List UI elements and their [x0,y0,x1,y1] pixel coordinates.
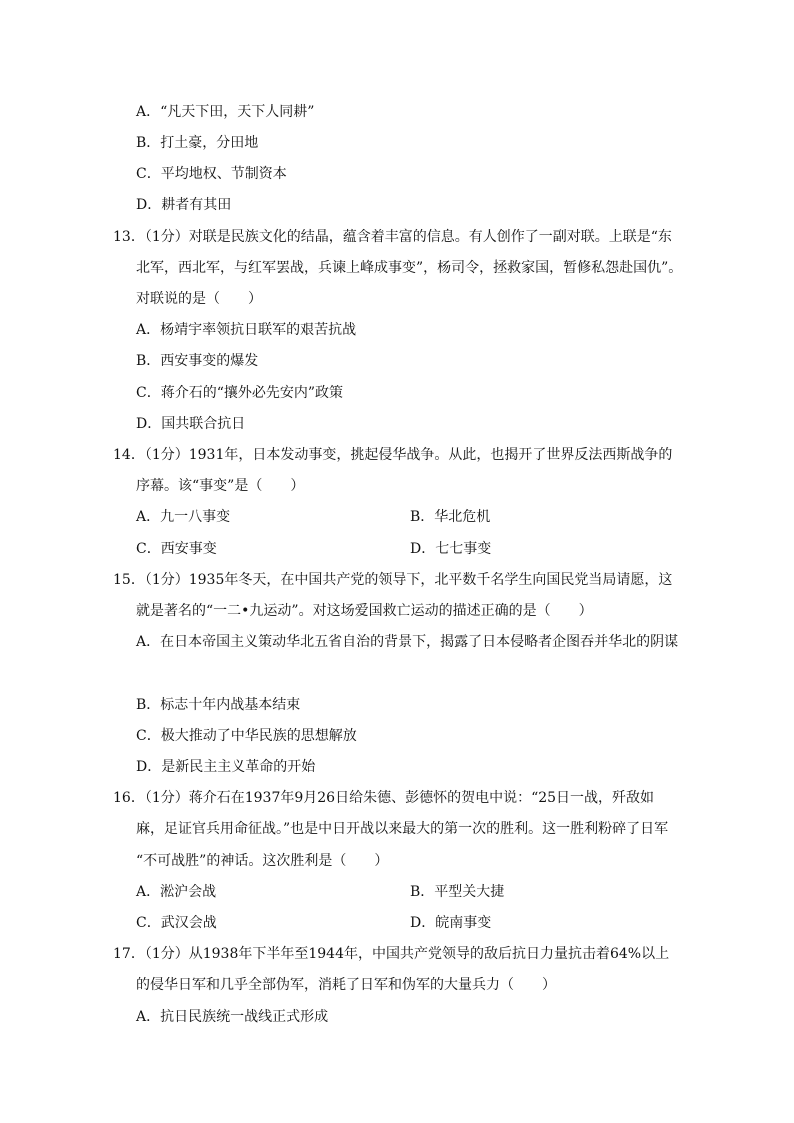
q14-option-b: B．华北危机 [410,509,491,525]
q14-option-c: C．西安事变 [136,541,217,557]
q14-option-d: D．七七事变 [410,541,492,557]
q12-option-d: D．耕者有其田 [136,197,232,213]
q16-option-c: C．武汉会战 [136,915,217,931]
q17-stem-line2: 的侵华日军和几乎全部伪军，消耗了日军和伪军的大量兵力（ ） [136,977,556,993]
q15-stem-line1: 15．（1分）1935年冬天，在中国共产党的领导下，北平数千名学生向国民党当局请愿，这 [113,572,673,588]
q12-option-b: B．打土豪，分田地 [136,135,259,151]
q15-stem-line2: 就是著名的“一二•九运动”。对这场爱国救亡运动的描述正确的是（ ） [136,603,593,619]
q13-option-d: D．国共联合抗日 [136,416,246,432]
q14-stem-line2: 序幕。该“事变”是（ ） [136,478,305,494]
q16-option-d: D．皖南事变 [410,915,492,931]
q13-option-a: A．杨靖宇率领抗日联军的艰苦抗战 [136,322,357,338]
q16-stem-line1: 16．（1分）蒋介石在1937年9月26日给朱德、彭德怀的贺电中说：“25日一战，歼敌如 [113,790,655,806]
q14-stem-line1: 14．（1分）1931年，日本发动事变，挑起侵华战争。从此，也揭开了世界反法西斯战争的 [113,447,673,463]
q13-option-b: B．西安事变的爆发 [136,353,259,369]
q12-option-a: A．“凡天下田，天下人同耕” [136,104,315,120]
q17-stem-line1: 17．（1分）从1938年下半年至1944年，中国共产党领导的敌后抗日力量抗击着64%以上 [113,946,670,962]
q14-option-a: A．九一八事变 [136,509,231,525]
q13-stem-line1: 13．（1分）对联是民族文化的结晶，蕴含着丰富的信息。有人创作了一副对联。上联是“东 [113,229,672,245]
q13-option-c: C．蒋介石的“攘外必先安内”政策 [136,385,344,401]
q16-option-b: B．平型关大捷 [410,884,505,900]
q15-option-b: B．标志十年内战基本结束 [136,697,301,713]
q12-option-c: C．平均地权、节制资本 [136,166,287,182]
q13-stem-line2: 北军，西北军，与红军罢战，兵谏上峰成事变”，杨司令，拯救家国，暂修私怨赴国仇”。 [136,260,683,276]
q15-option-a: A．在日本帝国主义策动华北五省自治的背景下，揭露了日本侵略者企图吞并华北的阴谋 [136,634,679,650]
q16-stem-line3: “不可战胜”的神话。这次胜利是（ ） [136,853,389,869]
q13-stem-line3: 对联说的是（ ） [136,291,262,307]
q16-stem-line2: 麻，足证官兵用命征战。”也是中日开战以来最大的第一次的胜利。这一胜利粉碎了日军 [136,821,669,837]
q15-option-c: C．极大推动了中华民族的思想解放 [136,728,357,744]
q16-option-a: A．淞沪会战 [136,884,217,900]
q17-option-a: A．抗日民族统一战线正式形成 [136,1009,329,1025]
q15-option-d: D．是新民主主义革命的开始 [136,759,316,775]
